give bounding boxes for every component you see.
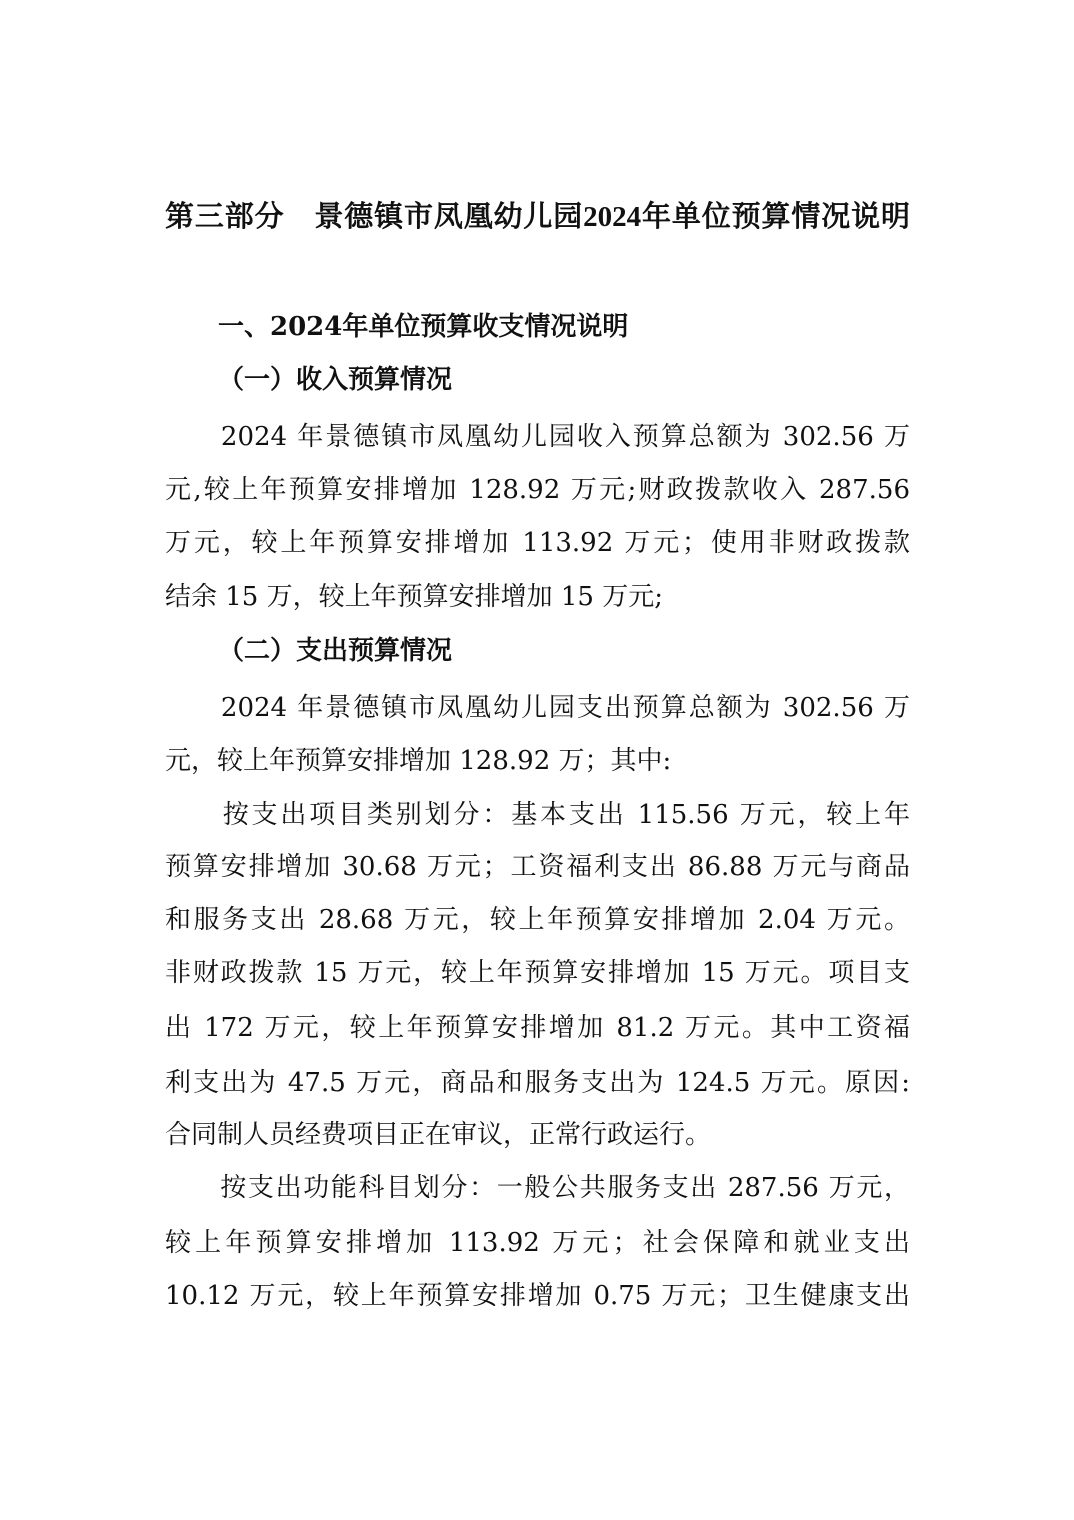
section-heading: 一、2024年单位预算收支情况说明 xyxy=(218,312,629,342)
text-line: 按支出项目类别划分：基本支出 115.56 万元，较上年 xyxy=(165,800,910,830)
text-line: 较上年预算安排增加 113.92 万元；社会保障和就业支出 xyxy=(165,1228,910,1258)
text-line: 非财政拨款 15 万元，较上年预算安排增加 15 万元。项目支 xyxy=(165,958,910,988)
subsection-heading-income: （一）收入预算情况 xyxy=(218,365,453,395)
text-line: 合同制人员经费项目正在审议，正常行政运行。 xyxy=(165,1120,712,1150)
text-line: 2024 年景德镇市凤凰幼儿园支出预算总额为 302.56 万 xyxy=(165,693,910,723)
text-line: 预算安排增加 30.68 万元；工资福利支出 86.88 万元与商品 xyxy=(165,852,910,882)
subsection-heading-expense: （二）支出预算情况 xyxy=(218,636,453,666)
text-line: 出 172 万元，较上年预算安排增加 81.2 万元。其中工资福 xyxy=(165,1013,910,1043)
text-line: 万元，较上年预算安排增加 113.92 万元；使用非财政拨款 xyxy=(165,528,910,558)
text-line: 元,较上年预算安排增加 128.92 万元;财政拨款收入 287.56 xyxy=(165,475,910,505)
text-line: 2024 年景德镇市凤凰幼儿园收入预算总额为 302.56 万 xyxy=(165,422,910,452)
text-line: 元，较上年预算安排增加 128.92 万；其中: xyxy=(165,746,672,776)
text-line: 结余 15 万，较上年预算安排增加 15 万元; xyxy=(165,582,663,612)
text-line: 利支出为 47.5 万元，商品和服务支出为 124.5 万元。原因: xyxy=(165,1068,910,1098)
text-line: 10.12 万元，较上年预算安排增加 0.75 万元；卫生健康支出 xyxy=(165,1281,910,1311)
text-line: 和服务支出 28.68 万元，较上年预算安排增加 2.04 万元。 xyxy=(165,905,910,935)
text-line: 按支出功能科目划分：一般公共服务支出 287.56 万元， xyxy=(165,1173,910,1203)
page-title: 第三部分 景德镇市凤凰幼儿园2024年单位预算情况说明 xyxy=(165,201,910,233)
